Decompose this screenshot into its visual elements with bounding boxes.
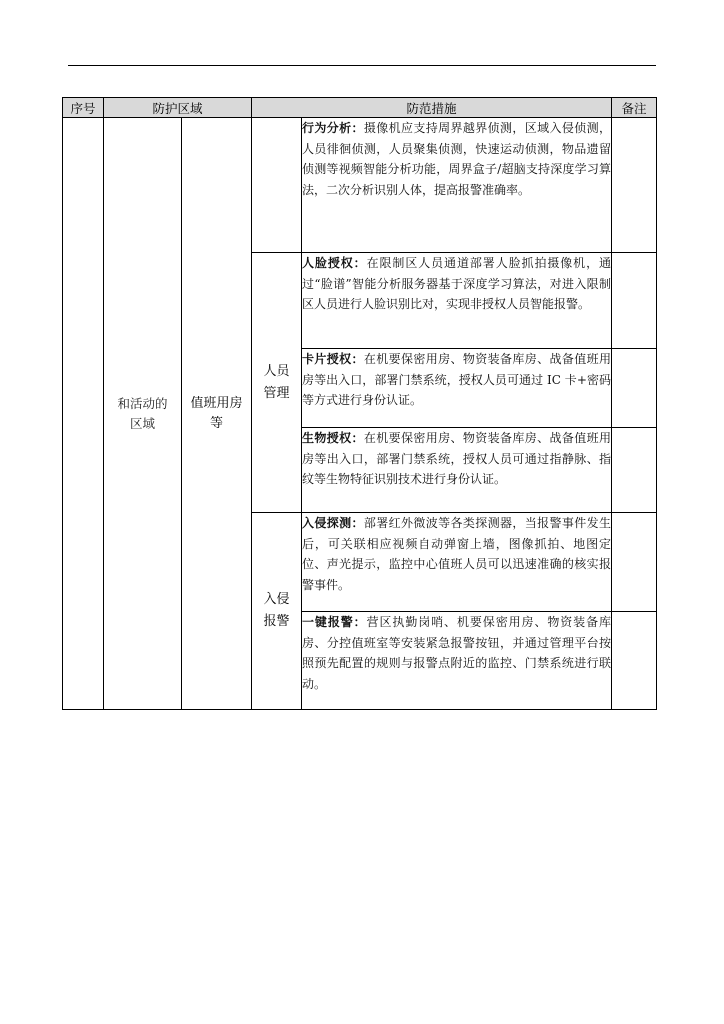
measure-term: 行为分析： xyxy=(302,121,364,135)
measure-term: 卡片授权： xyxy=(302,352,364,366)
measure-text: 部署红外微波等各类探测器，当报警事件发生后，可关联相应视频自动弹窗上墙，图像抓拍、地图定位、声光提示，监控中心值班人员可以迅速准确的核实报警事件。 xyxy=(302,516,612,592)
measure-term: 入侵探测： xyxy=(302,516,364,530)
measure-term: 生物授权： xyxy=(302,431,364,445)
area-sub-line: 等 xyxy=(210,415,224,431)
area-sub-line: 值班用房 xyxy=(190,395,243,411)
header-area: 防护区域 xyxy=(104,98,252,118)
category-cell-empty xyxy=(252,118,302,253)
area-main-line: 区域 xyxy=(129,415,155,431)
note-cell xyxy=(612,428,657,513)
measure-text: 营区执勤岗哨、机要保密用房、物资装备库房、分控值班室等安装紧急报警按钮，并通过管理平台按照预先配置的规则与报警点附近的监控、门禁系统进行联动。 xyxy=(302,615,612,691)
security-measures-table xyxy=(62,97,657,710)
measure-term: 一键报警： xyxy=(302,615,367,629)
header-notes: 备注 xyxy=(612,98,657,118)
area-main-cell xyxy=(104,118,182,710)
measure-bio-auth xyxy=(302,428,612,513)
category-line: 管理 xyxy=(263,385,290,401)
category-line: 报警 xyxy=(263,614,290,629)
measure-face-auth xyxy=(302,253,612,349)
note-cell xyxy=(612,253,657,349)
measure-card-auth xyxy=(302,349,612,428)
category-line: 入侵 xyxy=(263,592,290,607)
measure-text: 摄像机应支持周界越界侦测，区域入侵侦测，人员徘徊侦测，人员聚集侦测，快速运动侦测，物品遗留侦测等视频智能分析功能，周界盒子/超脑支持深度学习算法，二次分析识别人体，提高报警准确率。 xyxy=(302,121,612,197)
seq-cell xyxy=(63,118,104,710)
category-personnel xyxy=(252,253,302,513)
table-row xyxy=(63,118,657,253)
measure-intrusion-detect xyxy=(302,513,612,612)
note-cell xyxy=(612,513,657,612)
measure-one-key-alarm xyxy=(302,612,612,710)
category-intrusion xyxy=(252,513,302,710)
note-cell xyxy=(612,612,657,710)
header-rule xyxy=(68,65,656,66)
measure-text: 在限制区人员通道部署人脸抓拍摄像机，通过“脸谱”智能分析服务器基于深度学习算法，对进入限制区人员进行人脸识别比对，实现非授权人员智能报警。 xyxy=(302,256,612,311)
header-row xyxy=(63,98,657,118)
area-main-line: 和活动的 xyxy=(117,395,168,411)
measure-text: 在机要保密用房、物资装备库房、战备值班用房等出入口，部署门禁系统，授权人员可通过 IC 卡+密码等方式进行身份认证。 xyxy=(302,352,612,407)
note-cell xyxy=(612,118,657,253)
measure-behavior-analysis xyxy=(302,118,612,253)
area-sub-cell xyxy=(182,118,252,710)
note-cell xyxy=(612,349,657,428)
header-measures: 防范措施 xyxy=(252,98,612,118)
measure-term: 人脸授权： xyxy=(302,256,367,270)
category-line: 人员 xyxy=(263,363,290,379)
header-seq: 序号 xyxy=(63,98,104,118)
measure-text: 在机要保密用房、物资装备库房、战备值班用房等出入口，部署门禁系统，授权人员可通过指静脉、指纹等生物特征识别技术进行身份认证。 xyxy=(302,431,612,486)
